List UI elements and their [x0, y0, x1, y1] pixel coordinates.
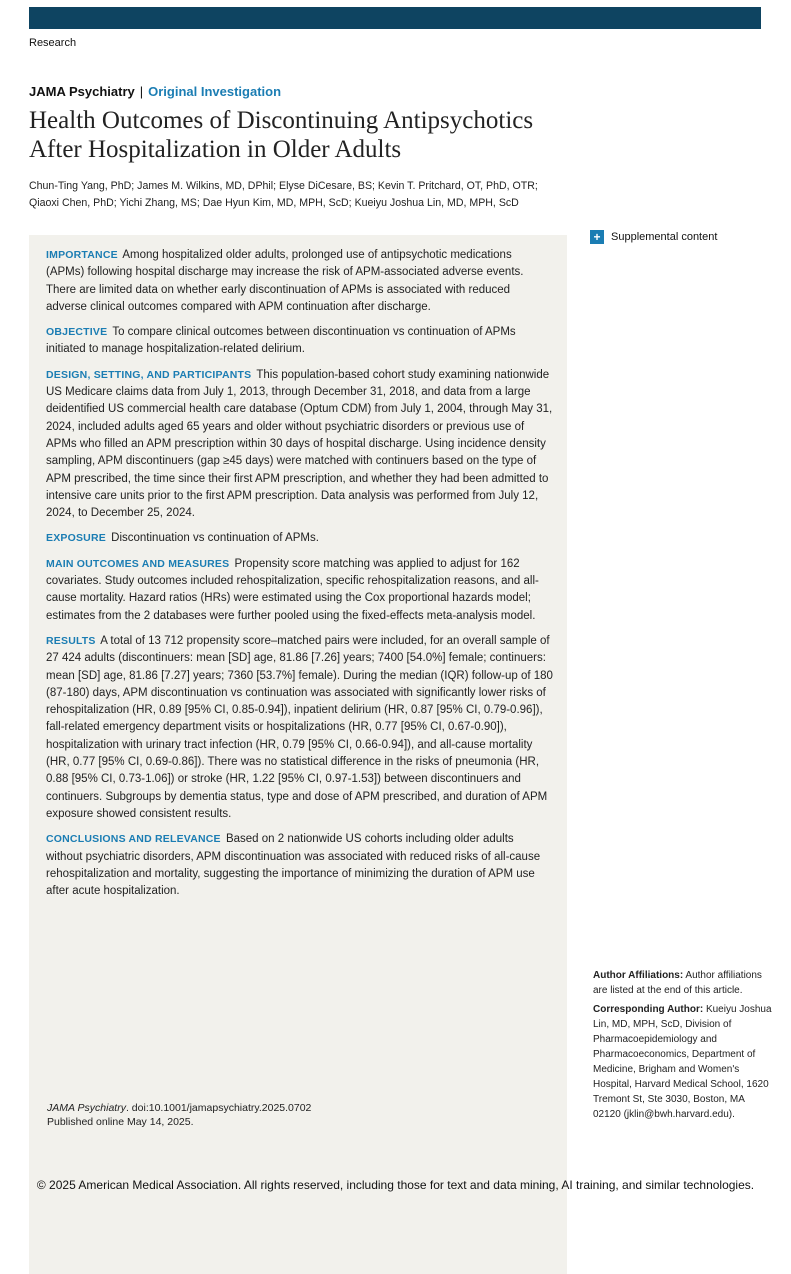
- abstract-importance: [46, 247, 553, 316]
- corresponding-label: Corresponding Author:: [593, 1004, 704, 1015]
- copyright-footer: © 2025 American Medical Association. All rights reserved, including those for text and data mining, AI training, and similar technologies.: [36, 1178, 755, 1192]
- abstract-exposure: [46, 530, 553, 547]
- conclusions-text: Based on 2 nationwide US cohorts including older adults without psychiatric disorders, APM discontinuation was associated with reduced risks of all-cause rehospitalization and mortality, suggesting the importance of minimizing the duration of APM use after acute hospitalization.: [46, 833, 541, 898]
- abstract-objective: [46, 324, 553, 359]
- citation-journal: JAMA Psychiatry: [47, 1102, 126, 1114]
- supplemental-label: Supplemental content: [611, 231, 718, 243]
- abstract-design: [46, 367, 553, 523]
- author-affiliations: [593, 968, 773, 1126]
- importance-text: Among hospitalized older adults, prolonged use of antipsychotic medications (APMs) following hospital discharge may increase the risk of APM-associated adverse events. There are limited data on whether early discontinuation of APMs is associated with reduced adverse clinical outcomes compared with APM continuation after discharge.: [46, 249, 524, 313]
- citation-published: Published online May 14, 2025.: [47, 1116, 194, 1128]
- article-title: Health Outcomes of Discontinuing Antipsychotics After Hospitalization in Older Adults: [29, 107, 534, 163]
- conclusions-label: CONCLUSIONS AND RELEVANCE: [46, 833, 221, 846]
- citation-doi-line: [47, 1101, 311, 1115]
- article-type[interactable]: Original Investigation: [148, 84, 282, 99]
- plus-icon: +: [590, 230, 604, 244]
- supplemental-content-link[interactable]: [590, 230, 717, 244]
- results-text: A total of 13 712 propensity score–matched pairs were included, for an overall sample of 27 424 adults (discontinuers: mean [SD] age, 81.86 [7.26] years; 7400 [54.0%] female; continuers: mean [SD] age, 81.86 [7.27] years; 7360 [53.7%] female). During the median (IQR) follow-up of 180 (87-180) days, APM discontinuation vs continuation was associated with significantly lower risks of rehospitalization (HR, 0.89 [95% CI, 0.85-0.94]), inpatient delirium (HR, 0.87 [95% CI, 0.79-0.96]), fall-related emergency department visits or hospitalizations (HR, 0.77 [95% CI, 0.67-0.90]), hospitalization with urinary tract infection (HR, 0.79 [95% CI, 0.66-0.94]), and all-cause mortality (HR, 0.77 [95% CI, 0.69-0.86]). There was no statistical difference in the risks of pneumonia (HR, 0.88 [95% CI, 0.73-1.06]) or stroke (HR, 1.22 [95% CI, 0.97-1.53]) between discontinuers and continuers. Subgroups by dementia status, type and dose of APM prescribed, and duration of APM exposure showed consistent results.: [46, 634, 553, 820]
- abstract-conclusions: [46, 831, 553, 900]
- journal-line: [29, 84, 281, 99]
- results-label: RESULTS: [46, 634, 96, 647]
- abstract-results: [46, 633, 553, 823]
- citation: [47, 1101, 311, 1129]
- objective-text: To compare clinical outcomes between discontinuation vs continuation of APMs initiated to manage hospitalization-related delirium.: [46, 326, 516, 356]
- outcomes-label: MAIN OUTCOMES AND MEASURES: [46, 557, 230, 570]
- citation-doi: . doi:10.1001/jamapsychiatry.2025.0702: [125, 1102, 312, 1114]
- affiliations-label: Author Affiliations:: [593, 970, 684, 981]
- corresponding-text: Kueiyu Joshua Lin, MD, MPH, ScD, Division of Pharmacoepidemiology and Pharmacoeconomics, Department of Medicine, Brigham and Women's Hospital, Harvard Medical School, 1620 Tremont St, Ste 3030, Boston, MA 02120 (jklin@bwh.harvard.edu).: [593, 1004, 772, 1120]
- affiliations-note: [593, 968, 773, 998]
- objective-label: OBJECTIVE: [46, 326, 108, 339]
- section-label: Research: [29, 37, 77, 49]
- journal-name: JAMA Psychiatry: [29, 84, 135, 99]
- header-bar: [29, 7, 761, 29]
- design-text: This population-based cohort study examining nationwide US Medicare claims data from July 1, 2013, through December 31, 2018, and data from a large deidentified US commercial health care database (Optum CDM) from July 1, 2004, through May 31, 2024, included adults aged 65 years and older without psychiatric disorders or previous use of APMs who filled an APM prescription within 30 days of hospital discharge. Using incidence density sampling, APM discontinuers (gap ≥45 days) were matched with continuers based on the type of APM prescribed, the time since their first APM prescription, and whether they had been admitted to intensive care units prior to the first APM prescription. Data analysis was performed from July 12, 2024, to December 25, 2024.: [46, 368, 553, 520]
- author-list: Chun-Ting Yang, PhD; James M. Wilkins, MD, DPhil; Elyse DiCesare, BS; Kevin T. Pritchard, OT, PhD, OTR; Qiaoxi Chen, PhD; Yichi Zhang, MS; Dae Hyun Kim, MD, MPH, ScD; Kueiyu Joshua Lin, MD, MPH, ScD: [29, 180, 538, 209]
- outcomes-text: Propensity score matching was applied to adjust for 162 covariates. Study outcomes included rehospitalization, specific rehospitalization reasons, and all-cause mortality. Hazard ratios (HRs) were estimated using the Cox proportional hazards model; estimates from the 2 databases were further pooled using the fixed-effects meta-analysis model.: [46, 557, 539, 622]
- affiliations-text: Author affiliations are listed at the end of this article.: [593, 970, 762, 996]
- exposure-text: Discontinuation vs continuation of APMs.: [111, 532, 319, 545]
- journal-separator: |: [139, 84, 144, 99]
- exposure-label: EXPOSURE: [46, 532, 106, 545]
- abstract-outcomes: [46, 556, 553, 625]
- corresponding-author: [593, 1002, 773, 1122]
- design-label: DESIGN, SETTING, AND PARTICIPANTS: [46, 368, 252, 381]
- importance-label: IMPORTANCE: [46, 249, 118, 261]
